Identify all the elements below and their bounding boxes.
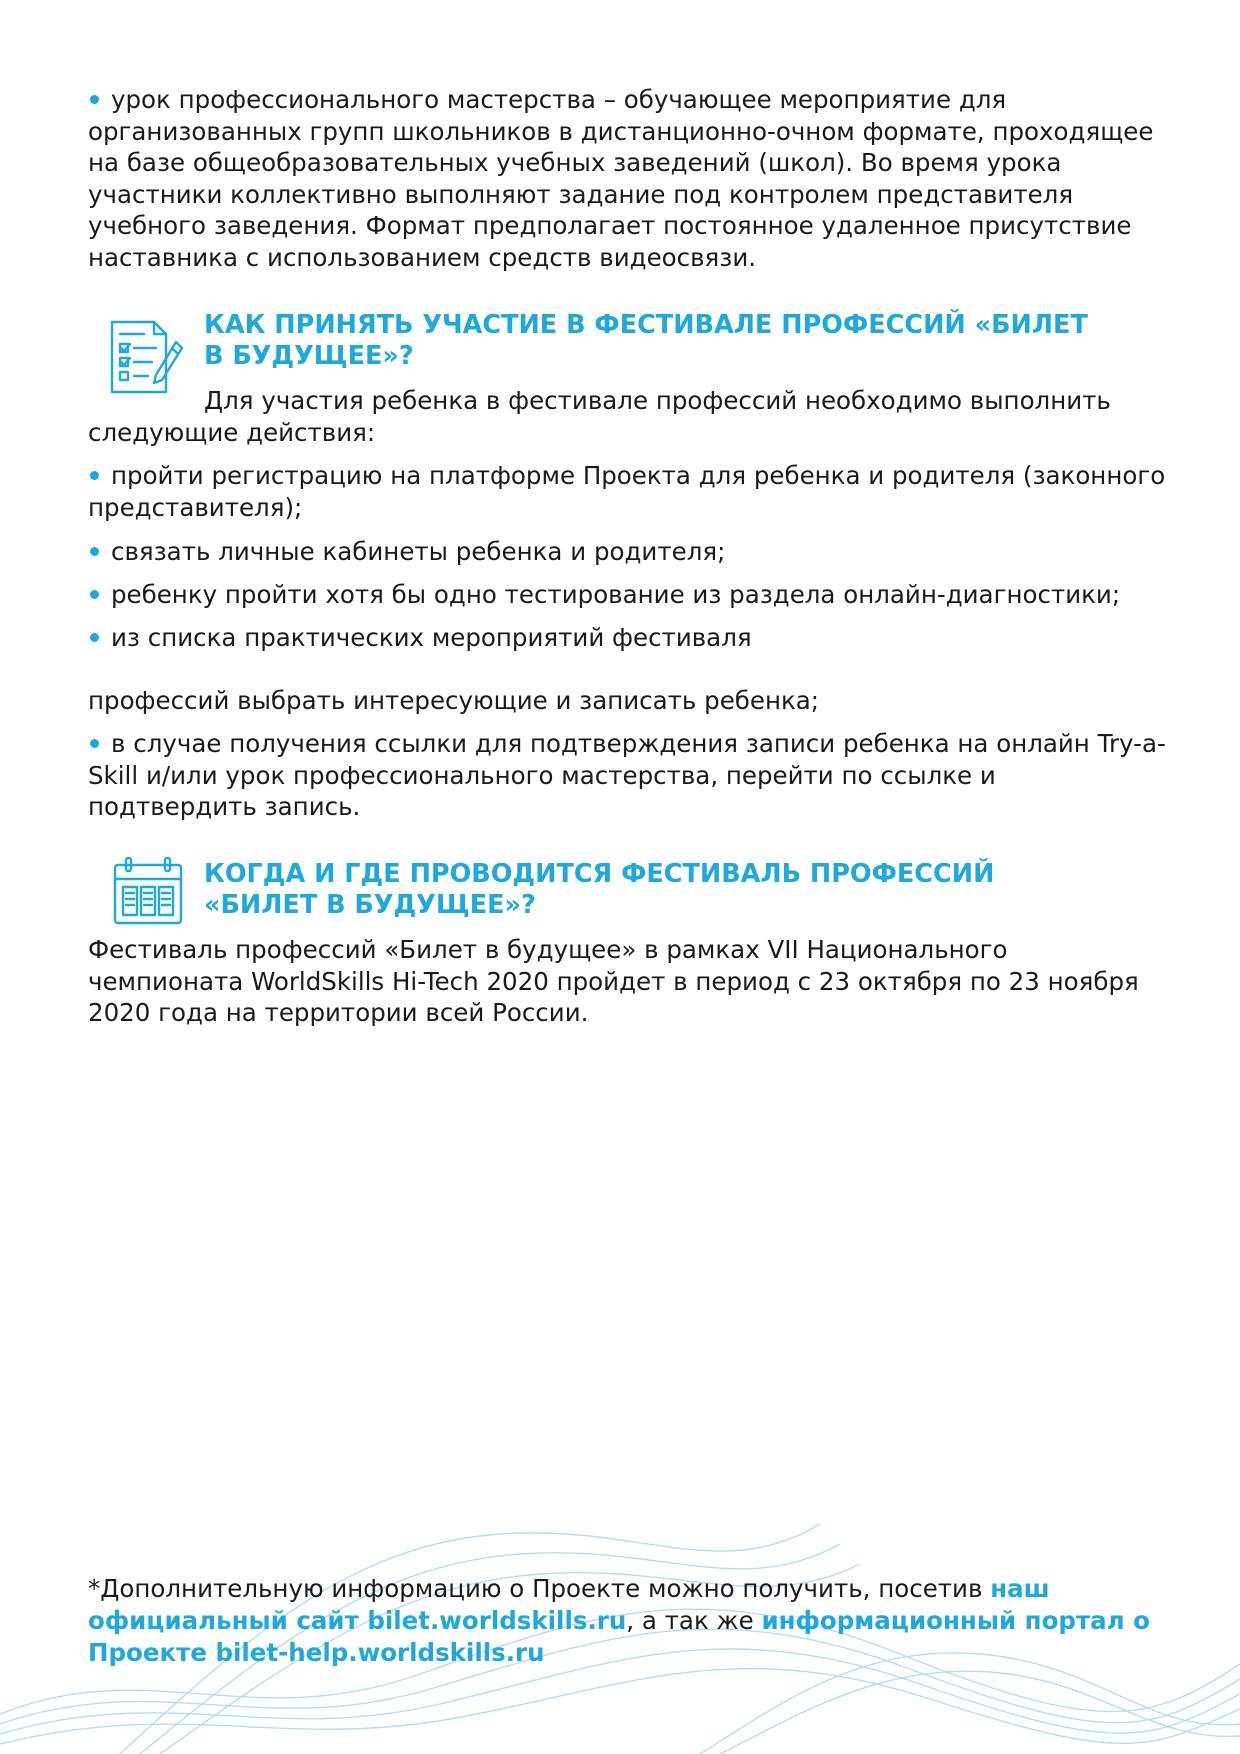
list-item-text: из списка практических мероприятий фестиваля — [111, 623, 752, 652]
list-item — [88, 728, 1168, 823]
bullet-icon — [90, 633, 99, 642]
list-item — [88, 460, 1168, 523]
section1-lead-text: Для участия ребенка в фестивале профессий необходимо выполнить следующие действия: — [88, 386, 1111, 447]
list-item-continuation: профессий выбрать интересующие и записать ребенка; — [88, 686, 820, 715]
footer-note — [88, 1573, 1168, 1669]
section2-title: КОГДА И ГДЕ ПРОВОДИТСЯ ФЕСТИВАЛЬ ПРОФЕССИЙ «БИЛЕТ В БУДУЩЕЕ»? — [204, 859, 995, 920]
section1-title: КАК ПРИНЯТЬ УЧАСТИЕ В ФЕСТИВАЛЕ ПРОФЕССИЙ «БИЛЕТ В БУДУЩЕЕ»? — [204, 310, 1088, 371]
footer-prefix: *Дополнительную информацию о Проекте можно получить, посетив — [88, 1574, 991, 1603]
calendar-icon — [112, 855, 184, 927]
bullet-icon — [90, 95, 99, 104]
help-portal-link[interactable]: информационный портал о Проекте bilet-help.worldskills.ru — [88, 1606, 1150, 1667]
list-item-text: пройти регистрацию на платформе Проекта для ребенка и родителя (законного представителя); — [88, 461, 1166, 522]
intro-bullet-text: урок профессионального мастерства – обучающее мероприятие для организованных групп школьников в дистанционно-очном формате, проходящее на базе общеобразовательных учебных заведений (школ). Во время урока участники коллективно выполняют задание под контролем представителя учебного заведения. Формат предполагает постоянное удаленное присутствие наставника с использованием средств видеосвязи. — [88, 85, 1154, 272]
bullet-icon — [90, 547, 99, 556]
footer-middle: , а так же — [626, 1606, 762, 1635]
section2-body: Фестиваль профессий «Билет в будущее» в рамках VII Национального чемпионата WorldSkills Hi-Tech 2020 пройдет в период с 23 октября по 23 ноября 2020 года на территории всей России. — [88, 935, 1139, 1027]
section1-lead — [88, 385, 1168, 448]
list-item-text: связать личные кабинеты ребенка и родителя; — [111, 537, 726, 566]
intro-list-item — [88, 84, 1168, 273]
list-item — [88, 622, 1168, 654]
list-item-text: ребенку пройти хотя бы одно тестирование из раздела онлайн-диагностики; — [111, 580, 1121, 609]
list-item — [88, 579, 1168, 611]
bullet-icon — [90, 739, 99, 748]
official-site-link[interactable]: наш официальный сайт bilet.worldskills.ru — [88, 1574, 1050, 1635]
list-item — [88, 536, 1168, 568]
bullet-icon — [90, 590, 99, 599]
list-item-text: в случае получения ссылки для подтверждения записи ребенка на онлайн Try-a-Skill и/или урок профессионального мастерства, перейти по ссылке и подтвердить запись. — [88, 729, 1166, 821]
bullet-icon — [90, 471, 99, 480]
